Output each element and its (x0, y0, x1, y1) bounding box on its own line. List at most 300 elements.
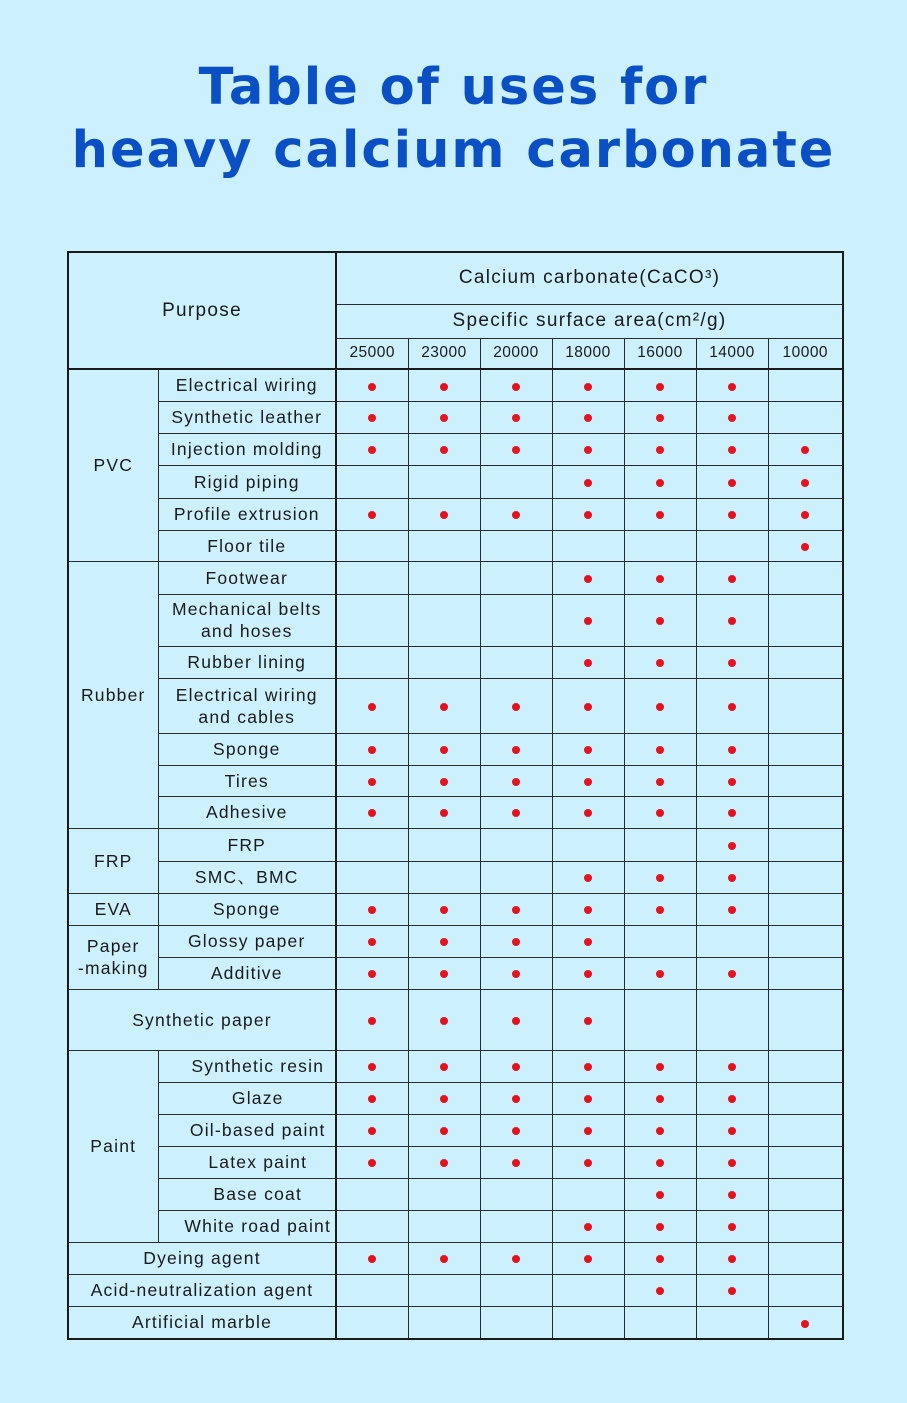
red-dot-icon (368, 383, 376, 391)
mark-cell (552, 594, 624, 646)
table-row (68, 1178, 843, 1210)
use-cell: Synthetic leather (158, 401, 336, 433)
mark-cell (624, 1050, 696, 1082)
red-dot-icon (584, 414, 592, 422)
red-dot-icon (440, 511, 448, 519)
red-dot-icon (728, 778, 736, 786)
red-dot-icon (440, 906, 448, 914)
mark-cell (624, 594, 696, 646)
mark-cell (408, 401, 480, 433)
mark-cell (768, 893, 843, 925)
table-row (68, 989, 843, 1050)
mark-cell (336, 594, 408, 646)
table-row (68, 925, 843, 957)
table-row (68, 828, 843, 861)
mark-cell (552, 989, 624, 1050)
mark-cell (768, 861, 843, 893)
compound-header: Calcium carbonate(CaCO³) (336, 252, 843, 304)
red-dot-icon (584, 809, 592, 817)
mark-cell (408, 733, 480, 765)
red-dot-icon (656, 575, 664, 583)
red-dot-icon (728, 617, 736, 625)
red-dot-icon (440, 446, 448, 454)
table-row (68, 1082, 843, 1114)
mark-cell (480, 678, 552, 733)
mark-cell (552, 1274, 624, 1306)
red-dot-icon (656, 874, 664, 882)
red-dot-icon (368, 1095, 376, 1103)
header-row-compound (68, 252, 843, 304)
table-row (68, 796, 843, 828)
table-row (68, 401, 843, 433)
mark-cell (480, 893, 552, 925)
use-cell: White road paint (158, 1210, 336, 1242)
mark-cell (480, 1210, 552, 1242)
mark-cell (552, 369, 624, 401)
mark-cell (768, 733, 843, 765)
mark-cell (480, 861, 552, 893)
use-cell: Electrical wiring and cables (158, 678, 336, 733)
red-dot-icon (440, 970, 448, 978)
red-dot-icon (584, 575, 592, 583)
red-dot-icon (728, 1223, 736, 1231)
mark-cell (696, 678, 768, 733)
table-row (68, 1146, 843, 1178)
mark-cell (408, 1306, 480, 1339)
mark-cell (480, 369, 552, 401)
red-dot-icon (512, 1127, 520, 1135)
red-dot-icon (656, 511, 664, 519)
mark-cell (696, 861, 768, 893)
red-dot-icon (584, 1063, 592, 1071)
red-dot-icon (584, 938, 592, 946)
table-row (68, 893, 843, 925)
use-cell: Sponge (158, 893, 336, 925)
mark-cell (408, 828, 480, 861)
red-dot-icon (728, 1287, 736, 1295)
mark-cell (552, 465, 624, 498)
red-dot-icon (368, 938, 376, 946)
mark-cell (624, 433, 696, 465)
red-dot-icon (656, 1063, 664, 1071)
surface-area-header: Specific surface area(cm²/g) (336, 304, 843, 338)
mark-cell (696, 1210, 768, 1242)
table-row (68, 594, 843, 646)
red-dot-icon (656, 617, 664, 625)
red-dot-icon (728, 575, 736, 583)
red-dot-icon (440, 383, 448, 391)
use-cell: Floor tile (158, 530, 336, 561)
red-dot-icon (656, 414, 664, 422)
mark-cell (552, 401, 624, 433)
mark-cell (768, 1114, 843, 1146)
red-dot-icon (512, 383, 520, 391)
surface-area-value: 10000 (768, 338, 843, 369)
red-dot-icon (584, 703, 592, 711)
red-dot-icon (512, 970, 520, 978)
mark-cell (624, 678, 696, 733)
mark-cell (336, 401, 408, 433)
mark-cell (408, 1242, 480, 1274)
red-dot-icon (512, 1095, 520, 1103)
mark-cell (552, 957, 624, 989)
mark-cell (480, 561, 552, 594)
mark-cell (480, 1114, 552, 1146)
red-dot-icon (584, 1159, 592, 1167)
red-dot-icon (728, 383, 736, 391)
red-dot-icon (512, 938, 520, 946)
mark-cell (624, 498, 696, 530)
table-row (68, 733, 843, 765)
red-dot-icon (656, 1095, 664, 1103)
table-row (68, 861, 843, 893)
red-dot-icon (368, 511, 376, 519)
table-row (68, 646, 843, 678)
red-dot-icon (584, 1017, 592, 1025)
red-dot-icon (656, 1223, 664, 1231)
table-row (68, 1274, 843, 1306)
red-dot-icon (656, 703, 664, 711)
surface-area-value: 20000 (480, 338, 552, 369)
mark-cell (768, 925, 843, 957)
mark-cell (552, 646, 624, 678)
mark-cell (624, 893, 696, 925)
mark-cell (408, 1178, 480, 1210)
mark-cell (768, 1082, 843, 1114)
mark-cell (696, 925, 768, 957)
mark-cell (696, 1242, 768, 1274)
red-dot-icon (440, 703, 448, 711)
red-dot-icon (656, 479, 664, 487)
mark-cell (624, 369, 696, 401)
mark-cell (696, 1114, 768, 1146)
red-dot-icon (656, 970, 664, 978)
mark-cell (408, 765, 480, 796)
use-cell: Sponge (158, 733, 336, 765)
surface-area-value: 18000 (552, 338, 624, 369)
mark-cell (408, 1114, 480, 1146)
red-dot-icon (440, 1255, 448, 1263)
mark-cell (552, 1050, 624, 1082)
mark-cell (336, 893, 408, 925)
mark-cell (480, 594, 552, 646)
red-dot-icon (584, 1095, 592, 1103)
mark-cell (552, 1306, 624, 1339)
use-cell: Mechanical belts and hoses (158, 594, 336, 646)
mark-cell (696, 733, 768, 765)
title-line-1: Table of uses for (198, 58, 709, 117)
use-cell: Adhesive (158, 796, 336, 828)
mark-cell (552, 530, 624, 561)
red-dot-icon (368, 703, 376, 711)
mark-cell (768, 989, 843, 1050)
red-dot-icon (584, 874, 592, 882)
mark-cell (336, 1242, 408, 1274)
mark-cell (408, 1146, 480, 1178)
mark-cell (624, 1082, 696, 1114)
red-dot-icon (440, 809, 448, 817)
mark-cell (624, 765, 696, 796)
mark-cell (624, 646, 696, 678)
red-dot-icon (801, 1320, 809, 1328)
red-dot-icon (512, 446, 520, 454)
mark-cell (768, 369, 843, 401)
mark-cell (624, 1274, 696, 1306)
mark-cell (768, 465, 843, 498)
red-dot-icon (368, 746, 376, 754)
mark-cell (624, 1114, 696, 1146)
red-dot-icon (368, 414, 376, 422)
mark-cell (696, 957, 768, 989)
surface-area-value: 14000 (696, 338, 768, 369)
red-dot-icon (512, 1255, 520, 1263)
mark-cell (696, 530, 768, 561)
red-dot-icon (512, 809, 520, 817)
red-dot-icon (801, 543, 809, 551)
red-dot-icon (440, 746, 448, 754)
mark-cell (336, 733, 408, 765)
mark-cell (408, 498, 480, 530)
red-dot-icon (368, 809, 376, 817)
mark-cell (768, 530, 843, 561)
mark-cell (696, 561, 768, 594)
red-dot-icon (584, 383, 592, 391)
red-dot-icon (584, 778, 592, 786)
mark-cell (336, 861, 408, 893)
mark-cell (336, 678, 408, 733)
mark-cell (408, 1274, 480, 1306)
mark-cell (696, 1082, 768, 1114)
mark-cell (624, 861, 696, 893)
use-cell: Injection molding (158, 433, 336, 465)
red-dot-icon (440, 1017, 448, 1025)
mark-cell (408, 1082, 480, 1114)
surface-area-value: 25000 (336, 338, 408, 369)
red-dot-icon (728, 970, 736, 978)
mark-cell (552, 765, 624, 796)
mark-cell (624, 925, 696, 957)
mark-cell (624, 561, 696, 594)
category-cell: Paint (68, 1050, 158, 1242)
use-cell: Rigid piping (158, 465, 336, 498)
mark-cell (768, 765, 843, 796)
mark-cell (336, 1178, 408, 1210)
mark-cell (552, 828, 624, 861)
red-dot-icon (656, 659, 664, 667)
red-dot-icon (440, 1159, 448, 1167)
red-dot-icon (656, 778, 664, 786)
red-dot-icon (656, 1159, 664, 1167)
mark-cell (552, 1114, 624, 1146)
use-cell: Tires (158, 765, 336, 796)
mark-cell (480, 796, 552, 828)
red-dot-icon (512, 906, 520, 914)
mark-cell (336, 1274, 408, 1306)
red-dot-icon (584, 1223, 592, 1231)
mark-cell (768, 594, 843, 646)
red-dot-icon (656, 446, 664, 454)
table-row (68, 1114, 843, 1146)
red-dot-icon (656, 906, 664, 914)
table-row (68, 433, 843, 465)
mark-cell (696, 646, 768, 678)
use-cell: Footwear (158, 561, 336, 594)
mark-cell (768, 678, 843, 733)
mark-cell (552, 433, 624, 465)
table-row (68, 1050, 843, 1082)
mark-cell (552, 733, 624, 765)
red-dot-icon (368, 1017, 376, 1025)
mark-cell (480, 1146, 552, 1178)
table-row (68, 1306, 843, 1339)
use-cell: Rubber lining (158, 646, 336, 678)
mark-cell (696, 828, 768, 861)
mark-cell (768, 957, 843, 989)
mark-cell (408, 925, 480, 957)
mark-cell (696, 433, 768, 465)
uses-table-body (68, 252, 843, 1339)
red-dot-icon (512, 1063, 520, 1071)
table-row (68, 765, 843, 796)
red-dot-icon (512, 1017, 520, 1025)
mark-cell (336, 828, 408, 861)
mark-cell (336, 498, 408, 530)
red-dot-icon (656, 383, 664, 391)
mark-cell (480, 733, 552, 765)
mark-cell (624, 957, 696, 989)
mark-cell (552, 796, 624, 828)
mark-cell (768, 796, 843, 828)
red-dot-icon (368, 1159, 376, 1167)
mark-cell (552, 1242, 624, 1274)
red-dot-icon (728, 414, 736, 422)
category-cell: EVA (68, 893, 158, 925)
red-dot-icon (368, 1063, 376, 1071)
mark-cell (480, 1178, 552, 1210)
mark-cell (480, 1274, 552, 1306)
mark-cell (768, 561, 843, 594)
red-dot-icon (728, 446, 736, 454)
mark-cell (696, 989, 768, 1050)
category-cell: PVC (68, 369, 158, 561)
mark-cell (768, 828, 843, 861)
use-cell: Base coat (158, 1178, 336, 1210)
red-dot-icon (512, 1159, 520, 1167)
red-dot-icon (728, 906, 736, 914)
red-dot-icon (368, 1255, 376, 1263)
red-dot-icon (728, 1191, 736, 1199)
mark-cell (336, 1210, 408, 1242)
mark-cell (408, 594, 480, 646)
table-row (68, 465, 843, 498)
red-dot-icon (512, 746, 520, 754)
table-row (68, 678, 843, 733)
mark-cell (624, 401, 696, 433)
purpose-cell: Synthetic paper (68, 989, 336, 1050)
table-row (68, 530, 843, 561)
red-dot-icon (440, 1095, 448, 1103)
mark-cell (768, 1146, 843, 1178)
mark-cell (336, 989, 408, 1050)
mark-cell (696, 796, 768, 828)
mark-cell (624, 465, 696, 498)
red-dot-icon (368, 1127, 376, 1135)
red-dot-icon (801, 479, 809, 487)
use-cell: Latex paint (158, 1146, 336, 1178)
mark-cell (696, 369, 768, 401)
table-row (68, 1242, 843, 1274)
red-dot-icon (584, 1127, 592, 1135)
red-dot-icon (728, 746, 736, 754)
mark-cell (408, 678, 480, 733)
mark-cell (768, 1274, 843, 1306)
mark-cell (552, 893, 624, 925)
mark-cell (480, 1306, 552, 1339)
red-dot-icon (368, 970, 376, 978)
mark-cell (552, 861, 624, 893)
red-dot-icon (512, 414, 520, 422)
red-dot-icon (728, 842, 736, 850)
mark-cell (408, 1050, 480, 1082)
red-dot-icon (584, 479, 592, 487)
red-dot-icon (656, 746, 664, 754)
mark-cell (408, 796, 480, 828)
red-dot-icon (656, 1255, 664, 1263)
red-dot-icon (728, 1063, 736, 1071)
mark-cell (768, 1210, 843, 1242)
red-dot-icon (728, 1159, 736, 1167)
mark-cell (336, 1050, 408, 1082)
mark-cell (480, 530, 552, 561)
red-dot-icon (801, 511, 809, 519)
mark-cell (624, 1210, 696, 1242)
red-dot-icon (584, 970, 592, 978)
purpose-cell: Artificial marble (68, 1306, 336, 1339)
mark-cell (624, 1306, 696, 1339)
red-dot-icon (512, 778, 520, 786)
mark-cell (768, 401, 843, 433)
red-dot-icon (368, 446, 376, 454)
mark-cell (408, 957, 480, 989)
mark-cell (408, 989, 480, 1050)
red-dot-icon (801, 446, 809, 454)
table-row (68, 369, 843, 401)
mark-cell (552, 678, 624, 733)
use-cell: Additive (158, 957, 336, 989)
mark-cell (552, 1178, 624, 1210)
mark-cell (624, 828, 696, 861)
red-dot-icon (584, 511, 592, 519)
mark-cell (768, 1306, 843, 1339)
red-dot-icon (728, 1255, 736, 1263)
mark-cell (480, 498, 552, 530)
mark-cell (408, 433, 480, 465)
use-cell: Synthetic resin (158, 1050, 336, 1082)
surface-area-value: 16000 (624, 338, 696, 369)
red-dot-icon (368, 906, 376, 914)
mark-cell (552, 1146, 624, 1178)
mark-cell (336, 1082, 408, 1114)
red-dot-icon (728, 659, 736, 667)
category-cell: Paper -making (68, 925, 158, 989)
mark-cell (768, 1178, 843, 1210)
use-cell: Oil-based paint (158, 1114, 336, 1146)
mark-cell (336, 765, 408, 796)
mark-cell (408, 893, 480, 925)
mark-cell (480, 765, 552, 796)
mark-cell (408, 530, 480, 561)
red-dot-icon (656, 1191, 664, 1199)
